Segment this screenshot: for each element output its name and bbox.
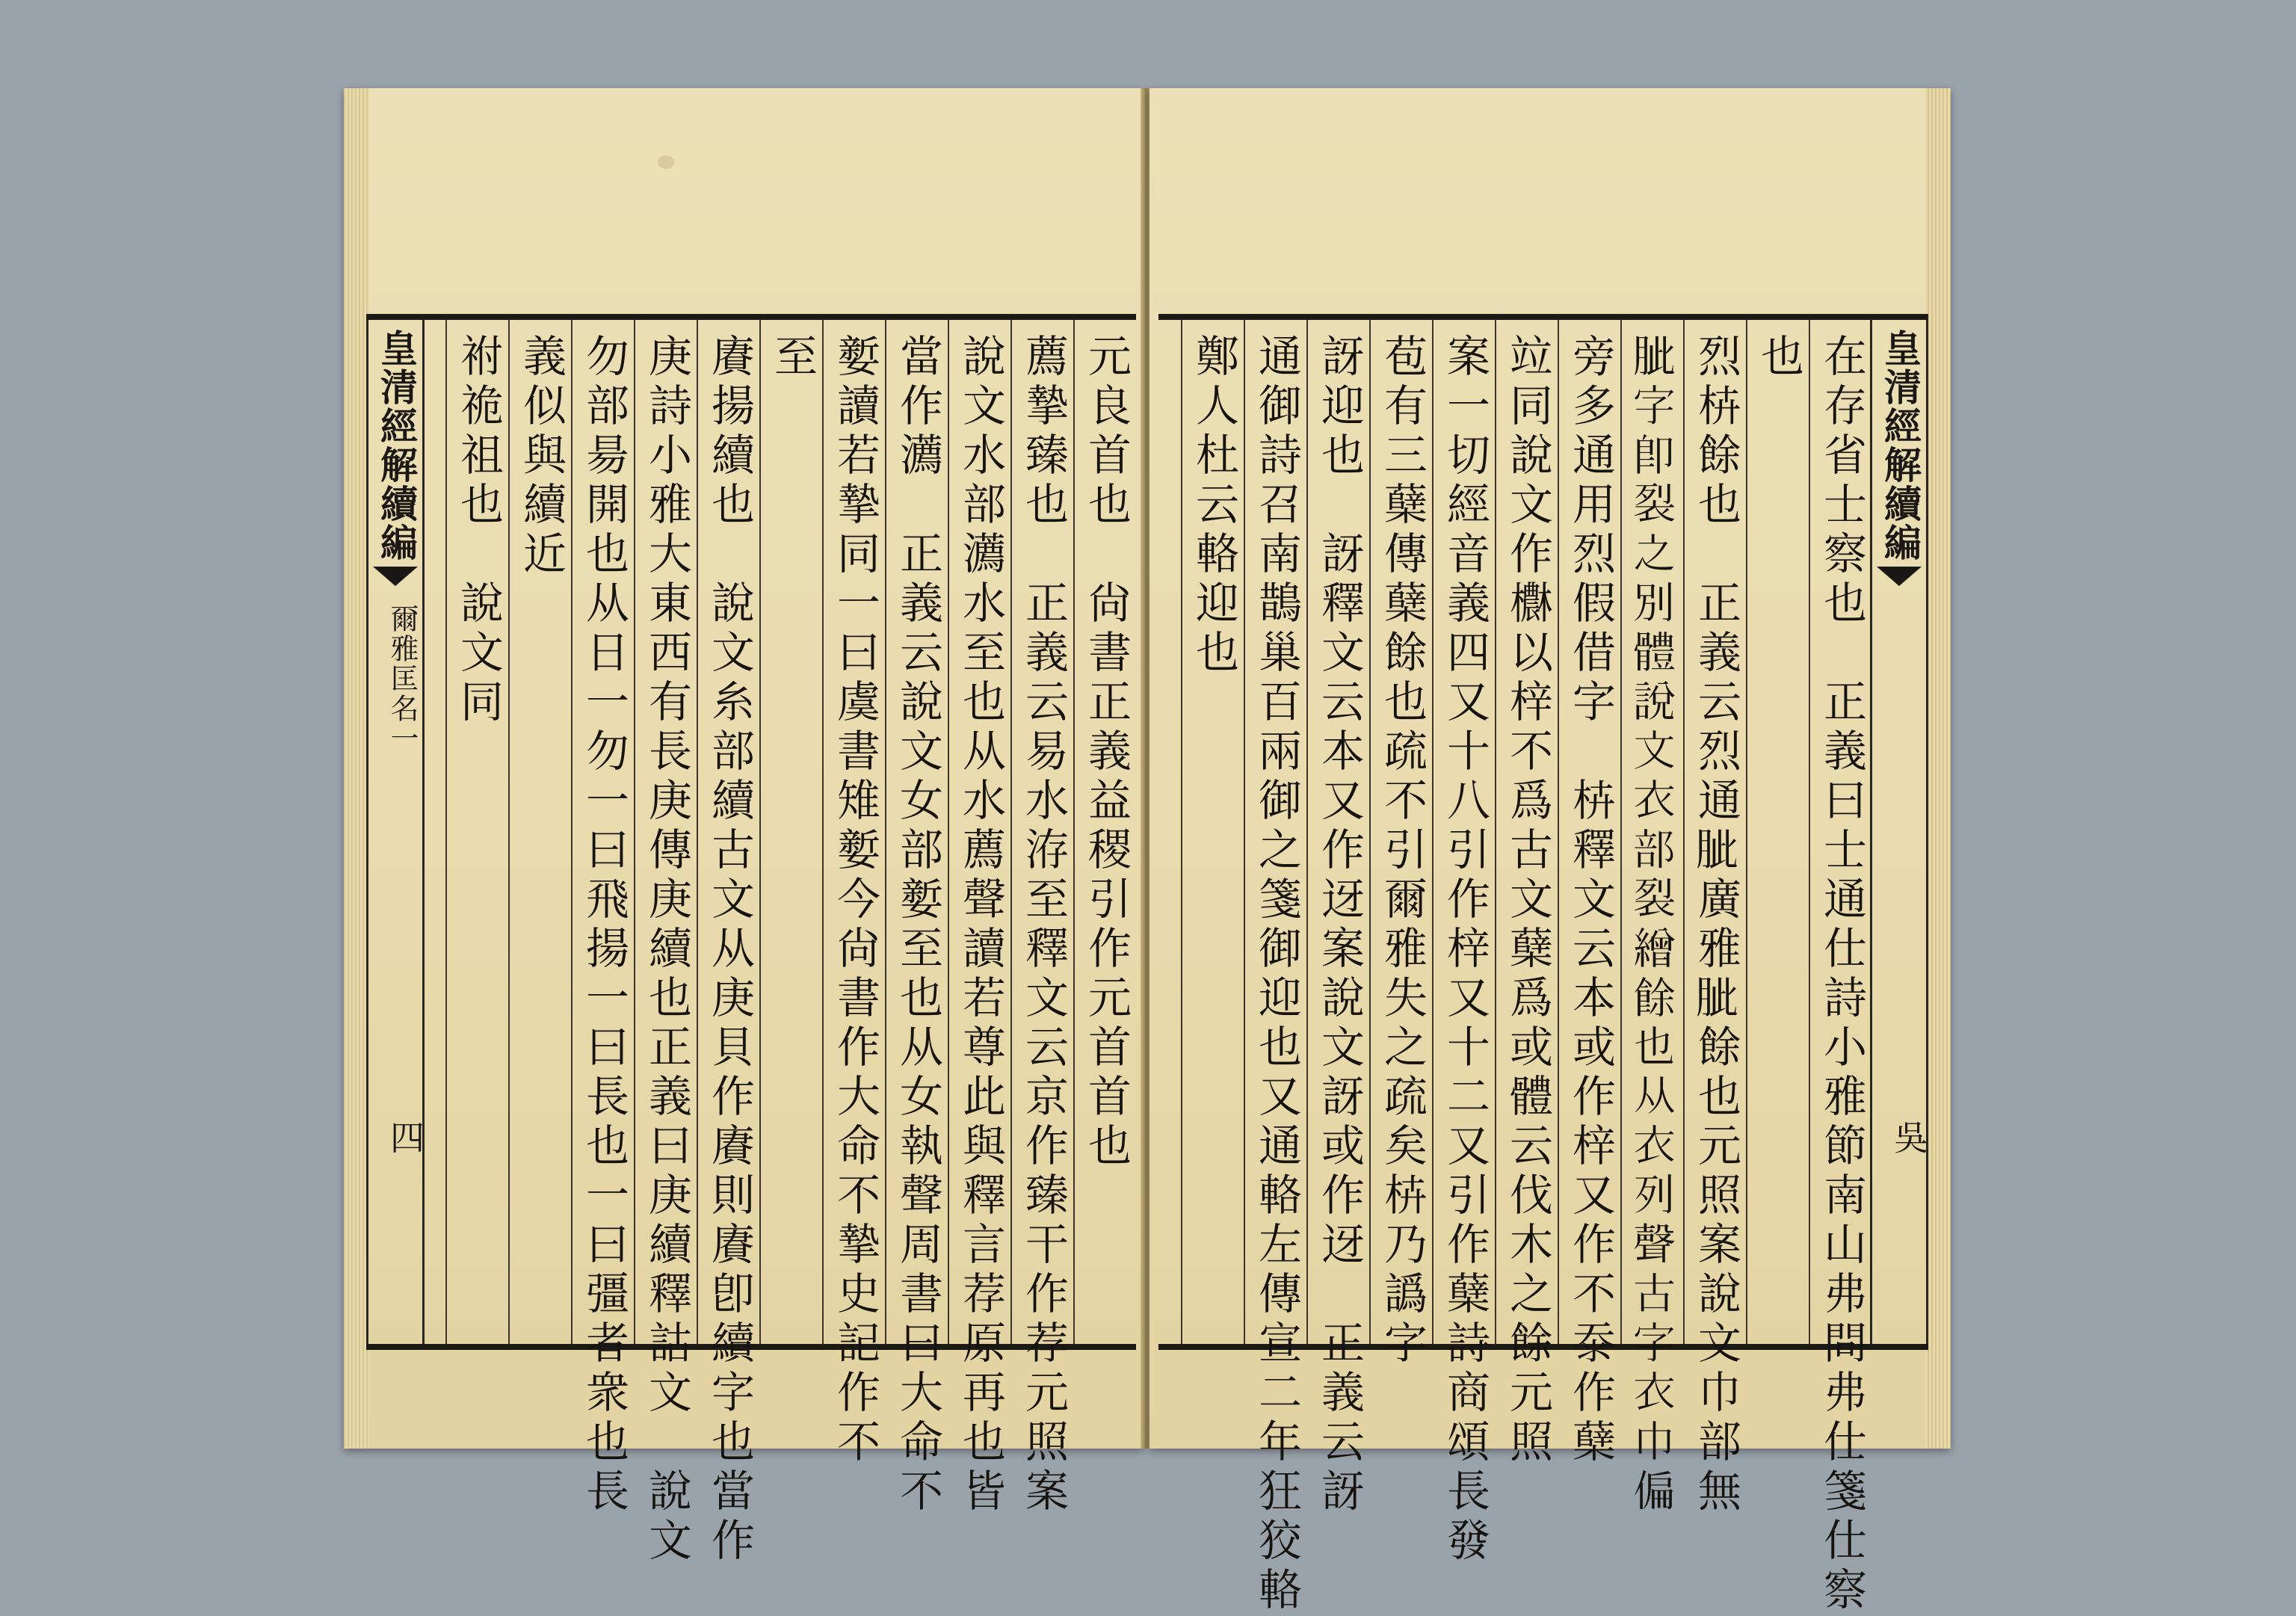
text-column	[1746, 320, 1809, 1344]
text-column	[1306, 320, 1369, 1517]
column-text: 說文水部瀳水至也从水薦聲讀若尊此與釋言荐原再也皆	[955, 333, 1006, 1517]
text-column	[1432, 320, 1495, 1567]
column-text: 在存省士察也 正義曰士通仕詩小雅節南山弗問弗仕箋仕察	[1816, 333, 1867, 1616]
paper-stain	[658, 155, 674, 169]
banxin-title: 皇清經解續編	[1878, 329, 1922, 562]
text-column	[885, 320, 948, 1517]
text-column	[1181, 320, 1244, 1344]
open-book	[344, 88, 1951, 1616]
text-column	[1558, 320, 1620, 1468]
text-column	[1620, 320, 1683, 1517]
column-text: 訝迎也 訝釋文云本又作迓案說文訝或作迓 正義云訝	[1314, 333, 1365, 1517]
banxin-subtitle: 爾雅匡名一	[386, 604, 419, 753]
column-text: 元良首也 尙書正義益稷引作元首首也	[1081, 333, 1132, 1172]
column-text: 旁多通用烈假借字 枿釋文云本或作梓又作不沗作蘖	[1565, 333, 1616, 1468]
column-text: 賡揚續也 說文糸部續古文从庚貝作賡則賡卽續字也當作	[704, 333, 755, 1567]
left-banxin	[366, 320, 425, 1344]
text-column	[1495, 320, 1558, 1468]
text-column	[1010, 320, 1073, 1517]
column-text: 義似與續近	[516, 333, 567, 580]
right-page	[1149, 88, 1951, 1616]
column-text: 烈枿餘也 正義云烈通𦚚廣雅𦚚餘也元照案說文巾部無	[1691, 333, 1741, 1517]
column-text: 薦摯臻也 正義云易水洊至釋文云京作臻干作荐元照案	[1018, 333, 1069, 1517]
text-column	[697, 320, 759, 1567]
banxin-title: 皇清經解續編	[374, 329, 419, 562]
page-stack-edge	[1925, 88, 1951, 1449]
right-text-frame	[1158, 314, 1929, 1616]
right-text-columns	[1158, 320, 1871, 1616]
page-stack-edge	[344, 88, 369, 1449]
column-text: 案一切經音義四又十八引作梓又十二又引作蘖詩商頌長發	[1439, 333, 1490, 1567]
column-text: 祔祪祖也 說文同	[453, 333, 504, 728]
text-column	[822, 320, 885, 1468]
right-banxin	[1870, 320, 1928, 1344]
column-text: 竝同說文作欁以梓不爲古文蘖爲或體云伐木之餘元照	[1502, 333, 1553, 1468]
banxin-page-number: 吳	[1889, 1120, 1929, 1154]
banxin-page-number: 四	[385, 1120, 425, 1154]
text-column	[1244, 320, 1306, 1616]
column-text: 鄭人杜云輅迎也	[1188, 333, 1239, 679]
text-column	[1073, 320, 1136, 1344]
left-text-columns	[423, 320, 1136, 1567]
fishtail-mark	[373, 567, 418, 586]
column-text: 㜪讀若摯同一曰虞書雉㜪今尙書作大命不摯史記作不	[830, 333, 880, 1468]
text-column	[445, 320, 508, 1344]
text-column	[634, 320, 697, 1567]
column-text: 𦚚字卽裂之別體說文衣部裂繒餘也从衣列聲古字衣巾偏	[1628, 333, 1679, 1517]
column-text: 也	[1753, 333, 1804, 383]
text-column	[1369, 320, 1432, 1369]
text-column	[1683, 320, 1746, 1517]
column-text: 庚詩小雅大東西有長庚傳庚續也正義曰庚續釋詁文 說文	[641, 333, 692, 1567]
column-text: 苞有三蘖傳蘖餘也疏不引爾雅失之疏矣枿乃譌字	[1377, 333, 1428, 1369]
column-text: 勿部昜開也从日一勿一曰飛揚一曰長也一曰彊者衆也長	[578, 333, 629, 1517]
column-text: 至	[767, 333, 818, 383]
text-column	[759, 320, 822, 1344]
column-text: 通御詩召南鵲巢百兩御之箋御迎也又通輅左傳宣二年狂狡輅	[1251, 333, 1302, 1616]
text-column	[948, 320, 1010, 1517]
fishtail-mark	[1877, 567, 1922, 586]
column-text: 當作瀳 正義云說文女部㜪至也从女執聲周書曰大命不	[892, 333, 943, 1517]
left-page	[344, 88, 1144, 1567]
text-column	[508, 320, 571, 1344]
text-column	[571, 320, 634, 1517]
left-text-frame	[366, 314, 1136, 1567]
text-column	[1809, 320, 1871, 1616]
